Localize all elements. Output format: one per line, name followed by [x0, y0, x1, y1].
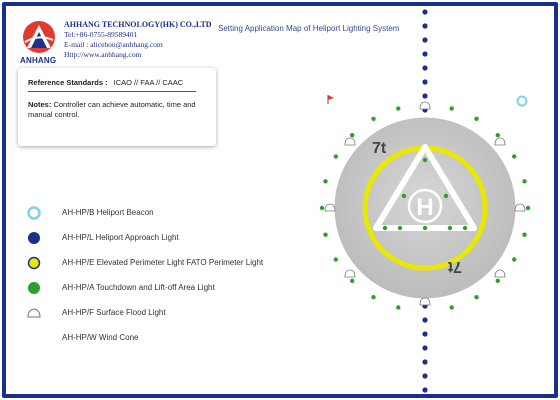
approach-light [422, 9, 427, 14]
touchdown-light [323, 233, 327, 237]
touchdown-light [398, 226, 402, 230]
flood-light [515, 204, 525, 211]
notes-label: Notes: [28, 100, 52, 109]
flood-light [345, 138, 355, 145]
approach-light [422, 65, 427, 70]
touchdown-light [526, 206, 530, 210]
touchdown-light [474, 117, 478, 121]
flood-light [495, 270, 505, 277]
wind-cone [328, 95, 334, 104]
legend-label: AH-HP/B Heliport Beacon [62, 208, 154, 217]
touchdown-light [444, 194, 448, 198]
touchdown-light [323, 179, 327, 183]
touchdown-light [512, 257, 516, 261]
approach-light [422, 79, 427, 84]
touchdown-light [450, 106, 454, 110]
approach-light [422, 387, 427, 392]
touchdown-light [522, 179, 526, 183]
legend-label: AH-HP/F Surface Flood Light [62, 308, 166, 317]
touchdown-light [522, 233, 526, 237]
standards-label: Reference Standards : [28, 78, 108, 87]
approach-light [422, 23, 427, 28]
touchdown-light [448, 226, 452, 230]
touchdown-light [350, 279, 354, 283]
touchdown-light [396, 106, 400, 110]
touchdown-light [334, 154, 338, 158]
touchdown-light [496, 279, 500, 283]
approach-light [422, 51, 427, 56]
approach-light [422, 37, 427, 42]
touchdown-light [350, 133, 354, 137]
approach-light [422, 317, 427, 322]
company-email: E-mail : alicehou@anhhang.com [64, 40, 163, 49]
touchdown-light [474, 295, 478, 299]
heliport-beacon [518, 97, 527, 106]
touchdown-light [383, 226, 387, 230]
legend-label: AH-HP/A Touchdown and Lift-off Area Light [62, 283, 215, 292]
company-name: AHHANG TECHNOLOGY(HK) CO.,LTD [64, 20, 212, 29]
touchdown-light [512, 154, 516, 158]
touchdown-light [320, 206, 324, 210]
touchdown-light [371, 295, 375, 299]
touchdown-light [334, 257, 338, 261]
approach-light [422, 331, 427, 336]
touchdown-light [396, 305, 400, 309]
legend-label: AH-HP/E Elevated Perimeter Light FATO Perimeter Light [62, 258, 264, 267]
approach-light [422, 359, 427, 364]
company-web: Http://www.anhhang.com [64, 50, 142, 59]
warranty-years: 5-3 [10, 334, 54, 367]
company-tel: Tel:+86-0755-89589401 [64, 30, 138, 39]
touchdown-light [423, 158, 427, 162]
weight-label-bottom: 7t [447, 258, 462, 275]
touchdown-light [450, 305, 454, 309]
approach-light [422, 345, 427, 350]
warranty-text: years warranty [10, 366, 89, 380]
standards-value: ICAO // FAA // CAAC [113, 78, 184, 87]
touchdown-light [402, 194, 406, 198]
notes-text: Controller can achieve automatic, time and manual control. [28, 100, 196, 119]
flood-light [420, 298, 430, 305]
approach-light [422, 93, 427, 98]
flood-light [420, 102, 430, 109]
legend-label: AH-HP/L Heliport Approach Light [62, 233, 179, 242]
legend-label: AH-HP/W Wind Cone [62, 333, 139, 342]
flood-light [495, 138, 505, 145]
flood-light [345, 270, 355, 277]
touchdown-light [496, 133, 500, 137]
touchdown-light [371, 117, 375, 121]
logo-text: ANHANG [20, 56, 57, 65]
weight-label-top: 7t [372, 140, 387, 157]
page-title: Setting Application Map of Heliport Lighting System [218, 24, 400, 33]
approach-light [422, 373, 427, 378]
pad-letter: H [416, 194, 434, 221]
touchdown-light [423, 226, 427, 230]
flood-light [325, 204, 335, 211]
touchdown-light [463, 226, 467, 230]
